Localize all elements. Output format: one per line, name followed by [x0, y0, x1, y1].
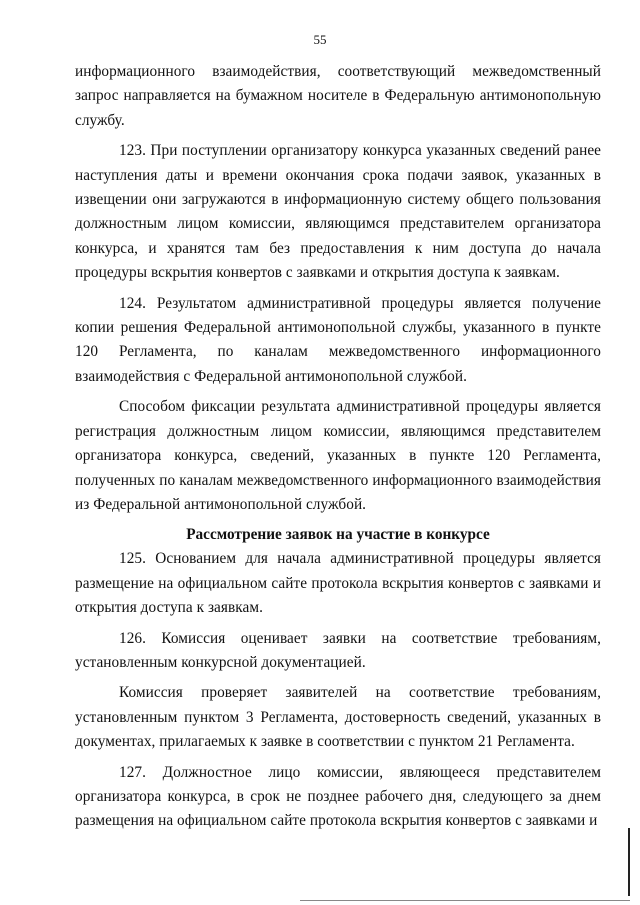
- paragraph-fixation-method: Способом фиксации результата административной процедуры является регистрация должностным лицом комиссии, являющимся представителем организатора конкурса, сведений, указанных в пункте 120 Регламента, полученных по каналам межведомственного информационного взаимодействия из Федеральной антимонопольной службой.: [75, 398, 601, 513]
- paragraph-127: 127. Должностное лицо комиссии, являющееся представителем организатора конкурса, в срок не позднее рабочего дня, следующего за днем размещения на официальном сайте протокола вскрытия конвертов с заявками и: [75, 763, 601, 830]
- scan-bottom-rule: [300, 900, 630, 901]
- page-number: 55: [313, 32, 327, 47]
- paragraph-125: 125. Основанием для начала административной процедуры является размещение на официальном сайте протокола вскрытия конвертов с заявками и открытия доступа к заявкам.: [75, 550, 601, 617]
- paragraph-124: 124. Результатом административной процедуры является получение копии решения Федеральной антимонопольной службы, указанного в пункте 120 Регламента, по каналам межведомственного информационного взаимодействия с Федеральной антимонопольной службой.: [75, 294, 601, 385]
- paragraph-123: 123. При поступлении организатору конкурса указанных сведений ранее наступления даты и времени окончания срока подачи заявок, указанных в извещении они загружаются в информационную систему общего пользования должностным лицом комиссии, являющимся представителем организатора конкурса, и хранятся там без предоставления к ним доступа до начала процедуры вскрытия конвертов с заявками и открытия доступа к заявкам.: [75, 142, 601, 282]
- paragraph-commission-checks: Комиссия проверяет заявителей на соответствие требованиям, установленным пунктом 3 Регламента, достоверность сведений, указанных в документах, прилагаемых к заявке в соответствии с пунктом 21 Регламента.: [75, 684, 601, 751]
- section-heading: Рассмотрение заявок на участие в конкурсе: [186, 526, 490, 544]
- document-body: [75, 60, 601, 840]
- paragraph-126: 126. Комиссия оценивает заявки на соответствие требованиям, установленным конкурсной документацией.: [75, 629, 601, 671]
- paragraph-continuation: информационного взаимодействия, соответствующий межведомственный запрос направляется на бумажном носителе в Федеральную антимонопольную службу.: [75, 63, 601, 129]
- scan-edge-mark: [628, 828, 630, 896]
